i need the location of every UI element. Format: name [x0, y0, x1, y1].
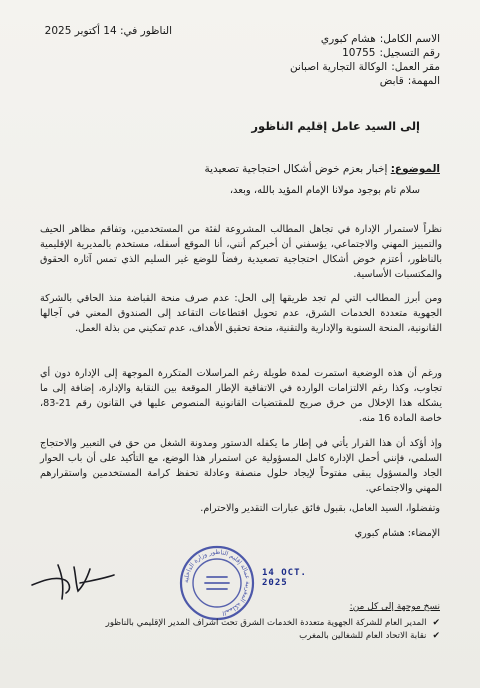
subject-text: إخبار بعزم خوض أشكال احتجاجية تصعيدية — [204, 163, 388, 175]
sender-name-label: الاسم الكامل: — [379, 33, 440, 45]
sender-registration-label: رقم التسجيل: — [379, 47, 440, 59]
body-paragraph: ورغم أن هذه الوضعية استمرت لمدة طويلة رغم المراسلات المتكررة الموجهة إلى الإدارة دون أي تجاوب، وكذا رغم الالتزامات الواردة في الاتفاقية الإطار الموقعة بين النقابة والإدارة، إضافة إلى ما يشكله هذا الإخلال من خرق صريح للمقتضيات القانونية المنصوص عليها في القانون رقم 21-83، خاصة المادة 16 منه. — [40, 368, 442, 424]
body-paragraph: ومن أبرز المطالب التي لم تجد طريقها إلى الحل: عدم صرف منحة القباضة منذ الحاقي بالشركة الجهوية متعددة الخدمات الشرق، عدم تحويل اقتطاعات التقاعد إلى الصندوق المعني في آجالها القانونية، المنحة السنوية والإدارية والتقنية، منحة تحقيق الأهداف، عدم تمكيني من بذلة العمل. — [40, 293, 442, 334]
sender-name-row — [200, 32, 440, 46]
copy-recipient: المدير العام للشركة الجهوية متعددة الخدمات الشرق تحت اشراف المدير الإقليمي بالناظور — [105, 618, 427, 628]
subject-label: الموضوع: — [390, 163, 440, 175]
sender-workplace-value: الوكالة التجارية اصبانن — [289, 61, 388, 73]
checkmark-icon: ✔ — [432, 618, 440, 628]
copies-list — [40, 617, 440, 643]
seal-text: المملكة المغربية عمالة إقليم الناظور وزارة الداخلية — [182, 548, 252, 617]
sender-info — [200, 32, 440, 88]
sender-role-value: قابض — [379, 75, 404, 87]
closing-formula: وتفضلوا، السيد العامل، بقبول فائق عبارات التقدير والاحترام. — [200, 503, 440, 514]
checkmark-icon: ✔ — [432, 631, 440, 641]
list-item — [40, 630, 440, 643]
sender-workplace-label: مقر العمل: — [391, 61, 440, 73]
greeting: سلام تام بوجود مولانا الإمام المؤيد بالله، وبعد، — [229, 185, 420, 196]
sender-role-label: المهمة: — [407, 75, 440, 87]
addressee: إلى السيد عامل إقليم الناظور — [251, 119, 420, 133]
received-date-stamp: 14 OCT. 2025 — [262, 568, 307, 588]
sender-role-row — [200, 74, 440, 88]
sender-name-value: هشام كبوري — [320, 33, 376, 45]
sender-registration-value: 10755 — [342, 47, 376, 59]
sender-workplace-row — [200, 60, 440, 74]
body-paragraph: نظراً لاستمرار الإدارة في تجاهل المطالب المشروعة لفئة من المستخدمين، وتفاقم مظاهر الحيف والتمييز المهني والاجتماعي، يؤسفني أن أخبركم أنني، أنا الموقع أسفله، مستخدم بالمديرية الإقليمية بالناظور، أعتزم خوض أشكال احتجاجية تصعيدية رفضاً للوضع غير السليم الذي تمس آثاره الحقوق والمكتسبات الأساسية. — [40, 224, 442, 280]
handwritten-signature — [28, 555, 118, 603]
copy-recipient: نقابة الاتحاد العام للشغالين بالمغرب — [299, 631, 427, 641]
sender-registration-row — [200, 46, 440, 60]
copies-title: نسخ موجهة إلى كل من: — [349, 602, 440, 612]
letter-date: الناظور في: 14 أكتوبر 2025 — [44, 25, 172, 37]
body-paragraph: وإذ أؤكد أن هذا القرار يأتي في إطار ما يكفله الدستور ومدونة الشغل من حق في التعبير والاحتجاج السلمي، فإنني أحمل الإدارة كامل المسؤولية عن استمرار هذا الوضع، مع التأكيد على أن باب الحوار الجاد والمسؤول يبقى مفتوحاً لإيجاد حلول منصفة وعادلة تحفظ كرامة المستخدمين واستقرارهم المهني والاجتماعي. — [40, 438, 442, 494]
subject-line — [40, 163, 440, 175]
list-item — [40, 617, 440, 630]
signature-label: الإمضاء: هشام كبوري — [354, 528, 440, 539]
